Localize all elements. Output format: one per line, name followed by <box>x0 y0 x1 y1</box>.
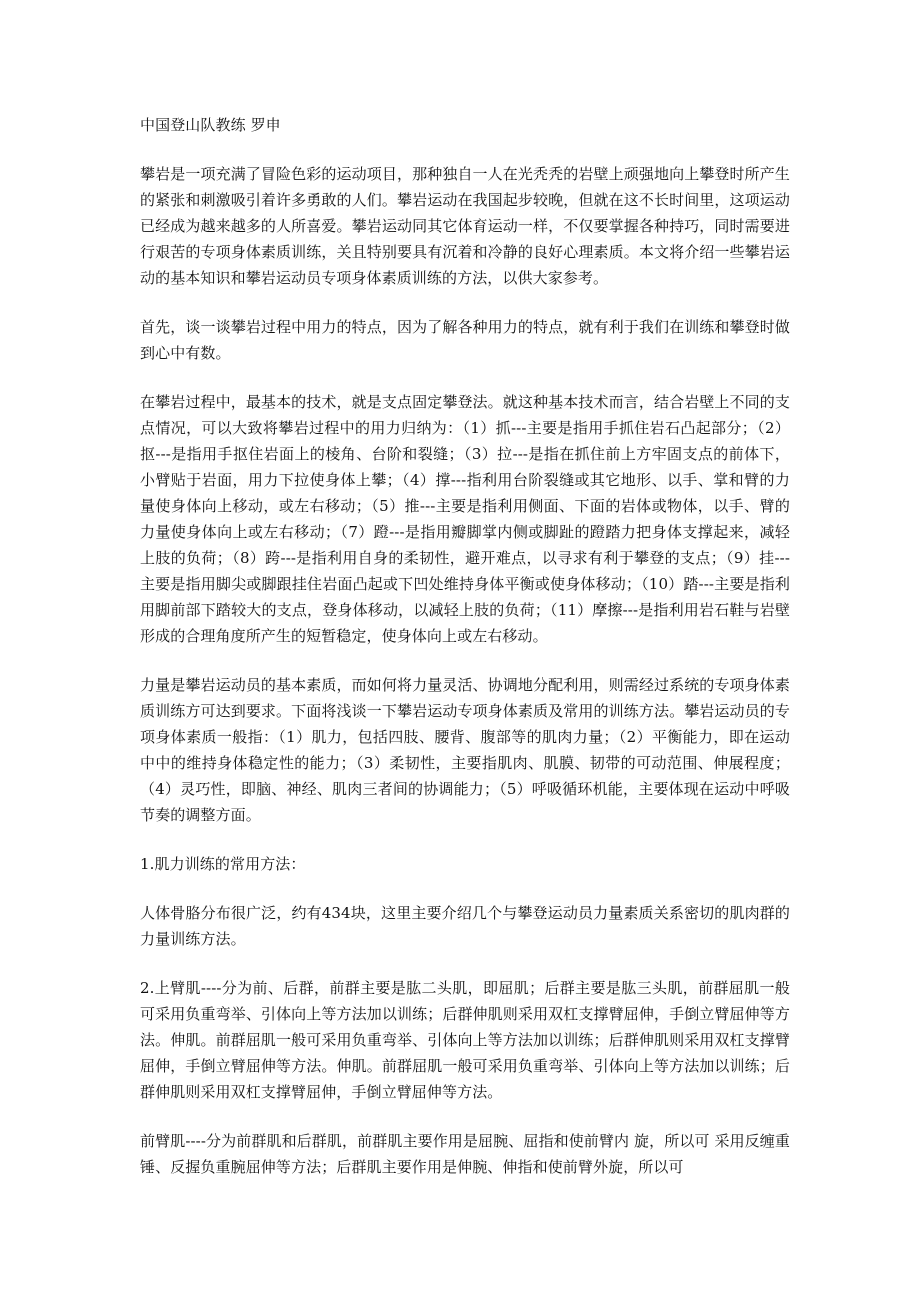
paragraph-upper-arm: 2.上臂肌----分为前、后群，前群主要是肱二头肌，即屈肌；后群主要是肱三头肌，前群屈肌一般可采用负重弯举、引体向上等方法加以训练；后群伸肌则采用双杠支撑臂屈伸，手倒立臂屈伸等方法。伸肌。前群屈肌一般可采用负重弯举、引体向上等方法加以训练；后群伸肌则采用双杠支撑臂屈伸，手倒立臂屈伸等方法。伸肌。前群屈肌一般可采用负重弯举、引体向上等方法加以训练；后群伸肌则采用双杠支撑臂屈伸，手倒立臂屈伸等方法。 <box>140 979 790 1101</box>
paragraph-skeleton: 人体骨胳分布很广泛，约有434块，这里主要介绍几个与攀登运动员力量素质关系密切的肌肉群的力量训练方法。 <box>140 904 790 948</box>
paragraph-force-characteristics: 首先，谈一谈攀岩过程中用力的特点，因为了解各种用力的特点，就有利于我们在训练和攀登时做到心中有数。 <box>140 318 790 362</box>
paragraph-forearm: 前臂肌----分为前群肌和后群肌，前群肌主要作用是屈腕、屈指和使前臂内 旋，所以可 采用反缠重锤、反握负重腕屈伸等方法；后群肌主要作用是伸腕、伸指和使前臂外旋，所以可 <box>140 1132 790 1176</box>
author-line: 中国登山队教练 罗申 <box>140 116 281 134</box>
paragraph-force-types: 在攀岩过程中，最基本的技术，就是支点固定攀登法。就这种基本技术而言，结合岩壁上不同的支点情况，可以大致将攀岩过程中的用力归纳为：（1）抓---主要是指用手抓住岩石凸起部分；（2）抠---是指用手抠住岩面上的棱角、台阶和裂缝；（3）拉---是指在抓住前上方牢固支点的前体下，小臂贴于岩面，用力下拉使身体上攀；（4）撑---指利用台阶裂缝或其它地形、以手、掌和臂的力量使身体向上移动，或左右移动；（5）推---主要是指利用侧面、下面的岩体或物体，以手、臂的力量使身体向上或左右移动；（7）蹬---是指用瓣脚掌内侧或脚趾的蹬踏力把身体支撑起来，减轻上肢的负荷；（8）跨---是指利用自身的柔韧性，避开难点，以寻求有利于攀登的支点；（9）挂---主要是指用脚尖或脚跟挂住岩面凸起或下凹处维持身体平衡或使身体移动；（10）踏---主要是指利用脚前部下踏较大的支点，登身体移动，以减轻上肢的负荷；（11）摩擦---是指利用岩石鞋与岩壁形成的合理角度所产生的短暂稳定，使身体向上或左右移动。 <box>140 393 790 645</box>
paragraph-intro: 攀岩是一项充满了冒险色彩的运动项目，那种独自一人在光秃秃的岩壁上顽强地向上攀登时所产生的紧张和刺激吸引着许多勇敢的人们。攀岩运动在我国起步较晚，但就在这不长时间里，这项运动已经成为越来越多的人所喜爱。攀岩运动同其它体育运动一样，不仅要掌握各种持巧，同时需要进行艰苦的专项身体素质训练，关且特别要具有沉着和冷静的良好心理素质。本文将介绍一些攀岩运动的基本知识和攀岩运动员专项身体素质训练的方法，以供大家参考。 <box>140 165 790 287</box>
paragraph-physical-qualities: 力量是攀岩运动员的基本素质，而如何将力量灵活、协调地分配利用，则需经过系统的专项身体素质训练方可达到要求。下面将浅谈一下攀岩运动专项身体素质及常用的训练方法。攀岩运动员的专项身体素质一般指：（1）肌力，包括四肢、腰背、腹部等的肌肉力量；（2）平衡能力，即在运动中中的维持身体稳定性的能力；（3）柔韧性，主要指肌肉、肌膜、韧带的可动范围、伸展程度；（4）灵巧性，即脑、神经、肌肉三者间的协调能力；（5）呼吸循环机能，主要体现在运动中呼吸节奏的调整方面。 <box>140 676 790 824</box>
document-body <box>140 112 790 1203</box>
section-heading-muscle-training: 1.肌力训练的常用方法： <box>140 855 306 873</box>
